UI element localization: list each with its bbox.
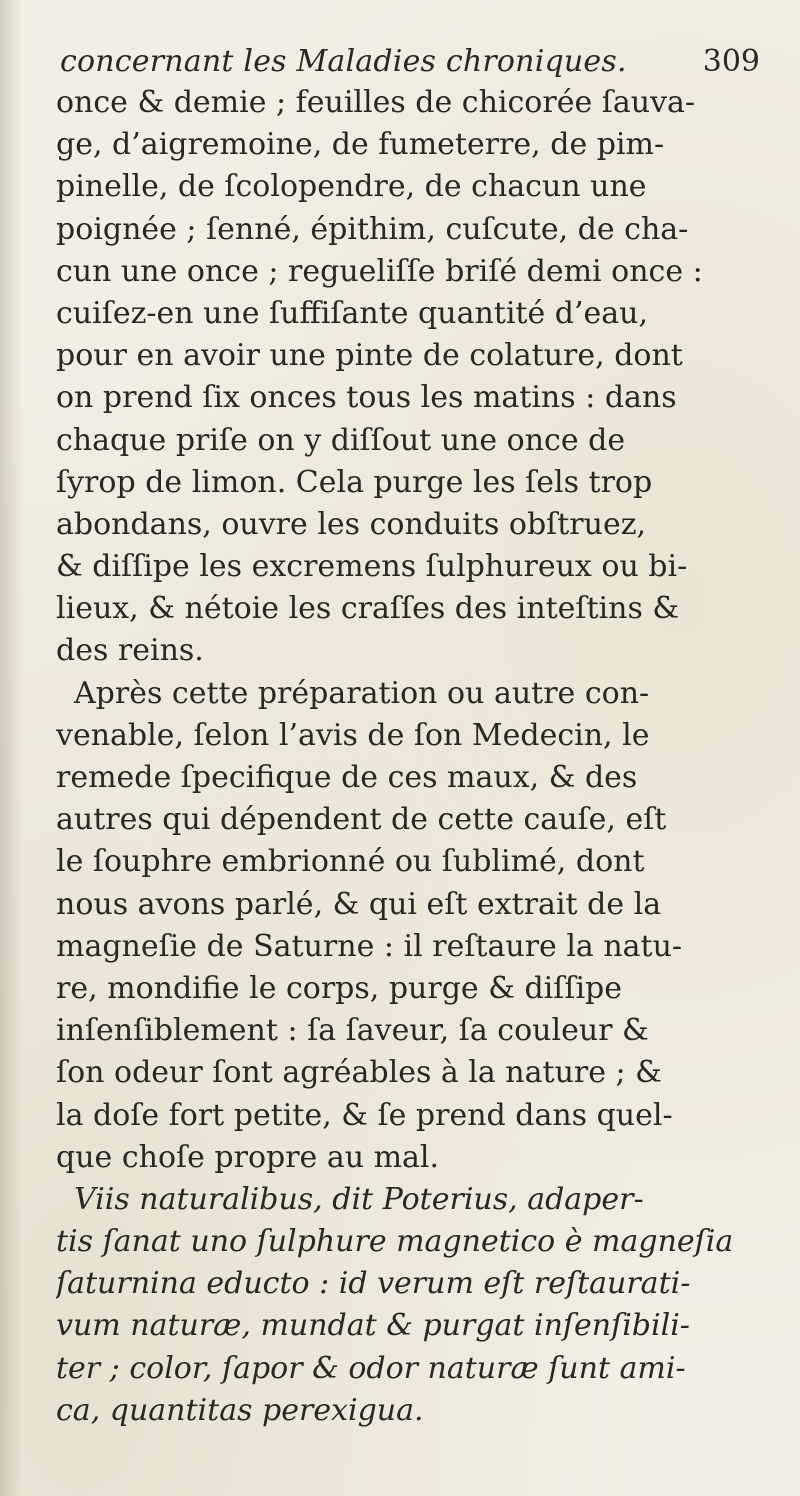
- text-line: le ſouphre embrionné ou ſublimé, dont: [56, 844, 645, 880]
- text-line: ſon odeur ſont agréables à la nature ; &: [56, 1055, 662, 1091]
- page-gutter-shadow: [0, 0, 22, 1496]
- body-text: [56, 82, 776, 1432]
- text-line: on prend ſix onces tous les matins : dans: [56, 380, 677, 416]
- text-line: lieux, & nétoie les craſſes des inteſtins &: [56, 591, 680, 627]
- text-line: pinelle, de ſcolopendre, de chacun une: [56, 169, 647, 205]
- text-line: remede ſpecifique de ces maux, & des: [56, 760, 638, 795]
- text-line: pour en avoir une pinte de colature, dont: [56, 338, 683, 374]
- page-number: 309: [702, 44, 760, 79]
- text-line: ſaturnina educto : id verum eſt reſtaurati-: [56, 1266, 691, 1302]
- text-line: & diſſipe les excremens ſulphureux ou bi-: [56, 549, 688, 585]
- text-line: ca, quantitas perexigua.: [56, 1392, 424, 1428]
- text-line: ter ; color, ſapor & odor naturæ ſunt ami-: [56, 1350, 686, 1386]
- text-line: ge, d’aigremoine, de fumeterre, de pim-: [56, 127, 665, 163]
- text-line: que choſe propre au mal.: [56, 1139, 440, 1175]
- text-line: ſyrop de limon. Cela purge les ſels trop: [56, 464, 653, 500]
- text-line: once & demie ; feuilles de chicorée ſauva-: [56, 85, 696, 120]
- text-line: nous avons parlé, & qui eſt extrait de la: [56, 886, 662, 922]
- text-line: tis ſanat uno ſulphure magnetico è magneſia: [56, 1224, 734, 1260]
- text-line: magneſie de Saturne : il reſtaure la natu-: [56, 928, 683, 964]
- text-line: autres qui dépendent de cette cauſe, eſt: [56, 802, 667, 838]
- text-line: chaque priſe on y diſſout une once de: [56, 422, 626, 458]
- text-line: re, mondifie le corps, purge & diſſipe: [56, 970, 623, 1006]
- text-line: cuiſez-en une ſuffiſante quantité d’eau,: [56, 295, 649, 331]
- text-line: venable, ſelon l’avis de ſon Medecin, le: [56, 717, 650, 753]
- running-head: concernant les Maladies chroniques.: [60, 44, 627, 79]
- text-line: Viis naturalibus, dit Poterius, adaper-: [74, 1181, 644, 1217]
- text-line: cun une once ; regueliſſe briſé demi once :: [56, 253, 703, 289]
- text-line: poignée ; ſenné, épithim, cuſcute, de cha-: [56, 211, 689, 247]
- text-line: inſenſiblement : ſa ſaveur, ſa couleur &: [56, 1013, 649, 1049]
- text-line: la doſe fort petite, & ſe prend dans quel-: [56, 1097, 673, 1133]
- text-line: des reins.: [56, 633, 204, 669]
- text-line: Après cette préparation ou autre con-: [74, 675, 650, 711]
- text-line: vum naturæ, mundat & purgat inſenſibili-: [56, 1308, 690, 1344]
- text-line: abondans, ouvre les conduits obſtruez,: [56, 506, 647, 542]
